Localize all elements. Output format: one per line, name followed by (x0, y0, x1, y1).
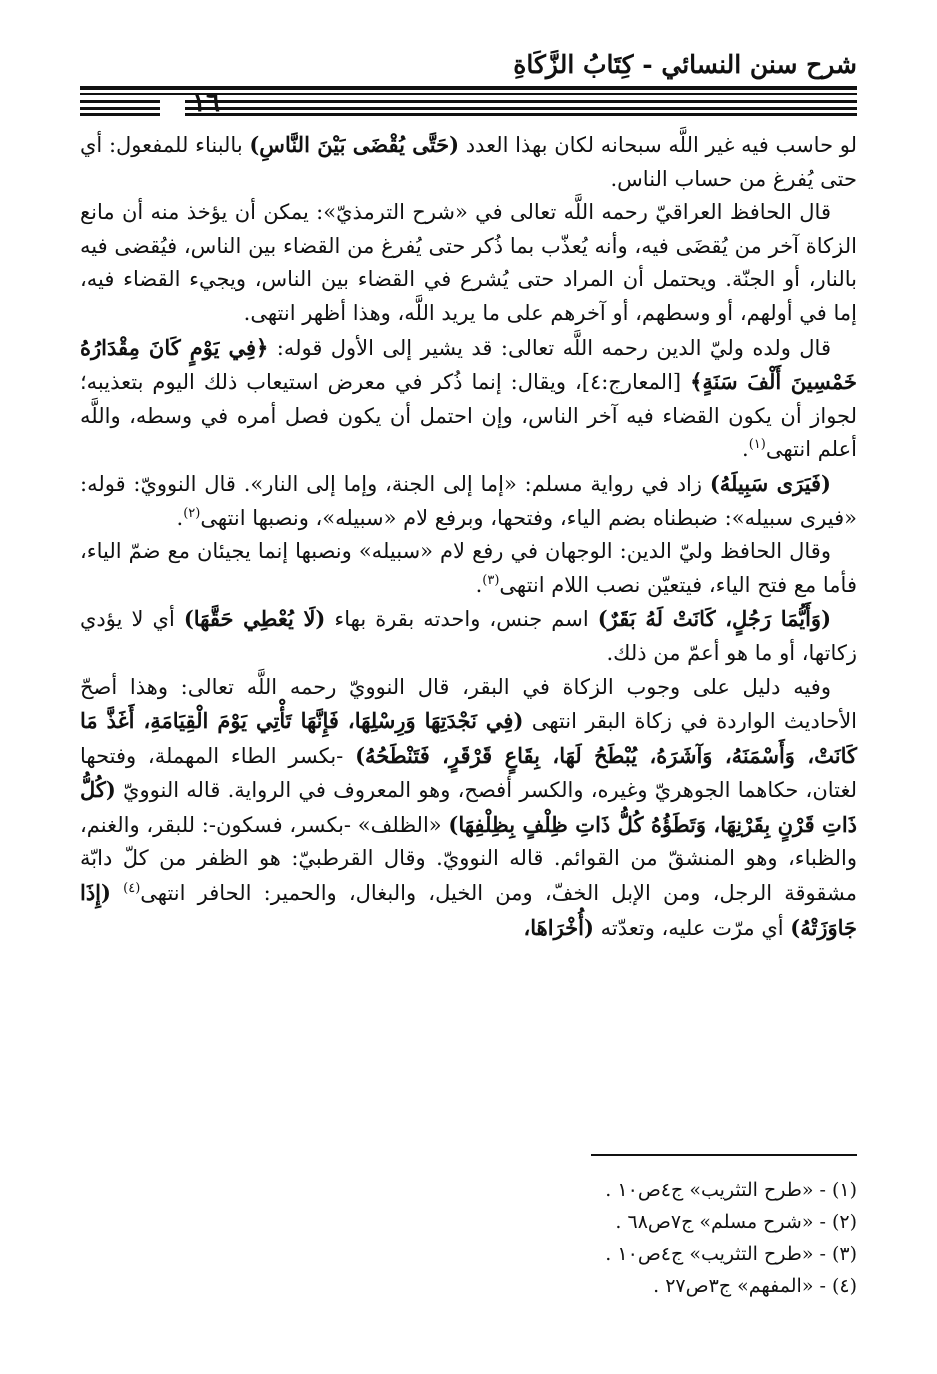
page-number: ١٦ (192, 88, 220, 118)
paragraph: قال الحافظ العراقيّ رحمه اللَّه تعالى في «شرح الترمذيّ»: يمكن أن يؤخذ منه أن مانع الزكاة آخر من يُقضَى فيه، وأنه يُعذّب بما ذُكر حتى يُفرغ من القضاء بين الناس، فيُقضى فيه بالنار، أو الجنّة. ويحتمل أن المراد حتى يُشرع في القضاء بين الناس، ويجيء القضاء فيه، إما في أولهم، أو وسطهم، أو آخرهم على ما يريد اللَّه، وهذا أظهر انتهى. (80, 200, 857, 325)
header-rule-right (185, 100, 857, 103)
footnote-ref: (٤) (123, 881, 141, 897)
quoted-hadith: (فِي نَجْدَتِهَا وَرِسْلِهَا، فَإِنَّهَا تَأْتِي يَوْمَ الْقِيَامَةِ، أَغَذَّ مَا كَانَتْ، وَأَسْمَنَهُ، وَآشَرَهُ، يُبْطَحُ لَهَا، بِقَاعٍ قَرْقَرٍ، فَتَنْطَحُهُ) (80, 708, 857, 768)
quran-verse: ﴿فِي يَوْمٍ كَانَ مِقْدَارُهُ خَمْسِينَ أَلْفَ سَنَةٍ﴾ (80, 334, 857, 395)
footnote: (٢) - «شرح مسلم» ج٧ص٦٨ . (615, 1211, 857, 1233)
quoted-hadith: (فَيَرَى سَبِيلَهُ) (709, 470, 831, 496)
main-text (80, 128, 857, 945)
header-rule-left-2 (80, 107, 160, 110)
footnote: (٤) - «المفهم» ج٣ص٢٧ . (653, 1275, 857, 1297)
quoted-hadith: (لَا يُعْطِي حَقَّهَا) (183, 606, 326, 632)
footnote-ref: (٣) (482, 572, 500, 588)
paragraph: وفيه دليل على وجوب الزكاة في البقر، قال النوويّ رحمه اللَّه تعالى: وهذا أصحّ الأحاديث الواردة في زكاة البقر انتهى (فِي نَجْدَتِهَا وَرِسْلِهَا، فَإِنَّهَا تَأْتِي يَوْمَ الْقِيَامَةِ، أَغَذَّ مَا كَانَتْ، وَأَسْمَنَهُ، وَآشَرَهُ، يُبْطَحُ لَهَا، بِقَاعٍ قَرْقَرٍ، فَتَنْطَحُهُ) -بكسر الطاء المهملة، وفتحها لغتان، حكاهما الجوهريّ وغيره، والكسر أفصح، وهو المعروف في الرواية. قاله النوويّ (كُلُّ ذَاتِ قَرْنٍ بِقَرْنِهَا، وَتَطَؤُهُ كُلُّ ذَاتِ ظِلْفٍ بِظِلْفِهَا) «الظلف» -بكسر، فسكون-: للبقر، والغنم، والظباء، وهو المنشقّ من القوائم. قاله النوويّ. وقال القرطبيّ: هو الظفر من كلّ دابّة مشقوقة الرجل، ومن الإبل الخفّ، ومن الخيل، والبغال، والحمير: الحافر انتهى$^{(٤)}$ (إِذَا جَاوَزَتْهُ) أي مرّت عليه، وتعدّته (أُخْرَاهَا، (80, 674, 858, 940)
footnote: (١) - «طرح التثريب» ج٤ص١٠ . (605, 1179, 857, 1201)
quoted-hadith: (أُخْرَاهَا، (523, 914, 594, 940)
header-rule-left (80, 100, 160, 103)
paragraph: (وَأَيُّمَا رَجُلٍ، كَانَتْ لَهُ بَقَرٌ) اسم جنس، واحدته بقرة بهاء (لَا يُعْطِي حَقَّهَا) أي لا يؤدي زكاتها، أو ما هو أعمّ من ذلك. (80, 606, 857, 665)
quoted-hadith: (إِذَا جَاوَزَتْهُ) (80, 880, 857, 940)
header-rule-left-3 (80, 113, 160, 116)
footnotes (300, 1174, 857, 1302)
header-title: شرح سنن النسائي - كِتَابُ الزَّكَاةِ (513, 50, 857, 79)
footnote-ref: (١) (748, 437, 766, 453)
footnote-separator (591, 1154, 857, 1156)
header-rule-right-3 (185, 113, 857, 116)
quoted-hadith: (كُلُّ ذَاتِ قَرْنٍ بِقَرْنِهَا، وَتَطَؤُهُ كُلُّ ذَاتِ ظِلْفٍ بِظِلْفِهَا) (80, 777, 857, 837)
quoted-hadith: (وَأَيُّمَا رَجُلٍ، كَانَتْ لَهُ بَقَرٌ) (597, 606, 832, 632)
paragraph: (فَيَرَى سَبِيلَهُ) زاد في رواية مسلم: «إما إلى الجنة، وإما إلى النار». قال النوويّ: قوله: «فيرى سبيله»: ضبطناه بضم الياء، وفتحها، وبرفع لام «سبيله»، ونصبها انتهى$^{(٢)}$. (80, 470, 857, 530)
paragraph: لو حاسب فيه غير اللَّه سبحانه لكان بهذا العدد (حَتَّى يُقْضَى بَيْنَ النَّاسِ) بالبناء للمفعول: أي حتى يُفرغ من حساب الناس. (80, 132, 857, 191)
quoted-hadith: (حَتَّى يُقْضَى بَيْنَ النَّاسِ) (249, 132, 460, 157)
header-rule-right-2 (185, 107, 857, 110)
running-header (80, 50, 857, 118)
footnote: (٣) - «طرح التثريب» ج٤ص١٠ . (605, 1243, 857, 1265)
footnote-ref: (٢) (183, 505, 201, 521)
paragraph: قال ولده وليّ الدين رحمه اللَّه تعالى: قد يشير إلى الأول قوله: ﴿فِي يَوْمٍ كَانَ مِقْدَارُهُ خَمْسِينَ أَلْفَ سَنَةٍ﴾ [المعارج:٤]، ويقال: إنما ذُكر في معرض استيعاب ذلك اليوم بتعذيبه؛ لجواز أن يكون القضاء فيه آخر الناس، وإن احتمل أن يكون فصل أمره في وسطه، واللَّه أعلم انتهى$^{(١)}$. (80, 334, 857, 462)
paragraph: وقال الحافظ وليّ الدين: الوجهان في رفع لام «سبيله» ونصبها إنما يجيئان مع ضمّ الياء، فأما مع فتح الياء، فيتعيّن نصب اللام انتهى$^{(٣)}$. (80, 539, 857, 597)
